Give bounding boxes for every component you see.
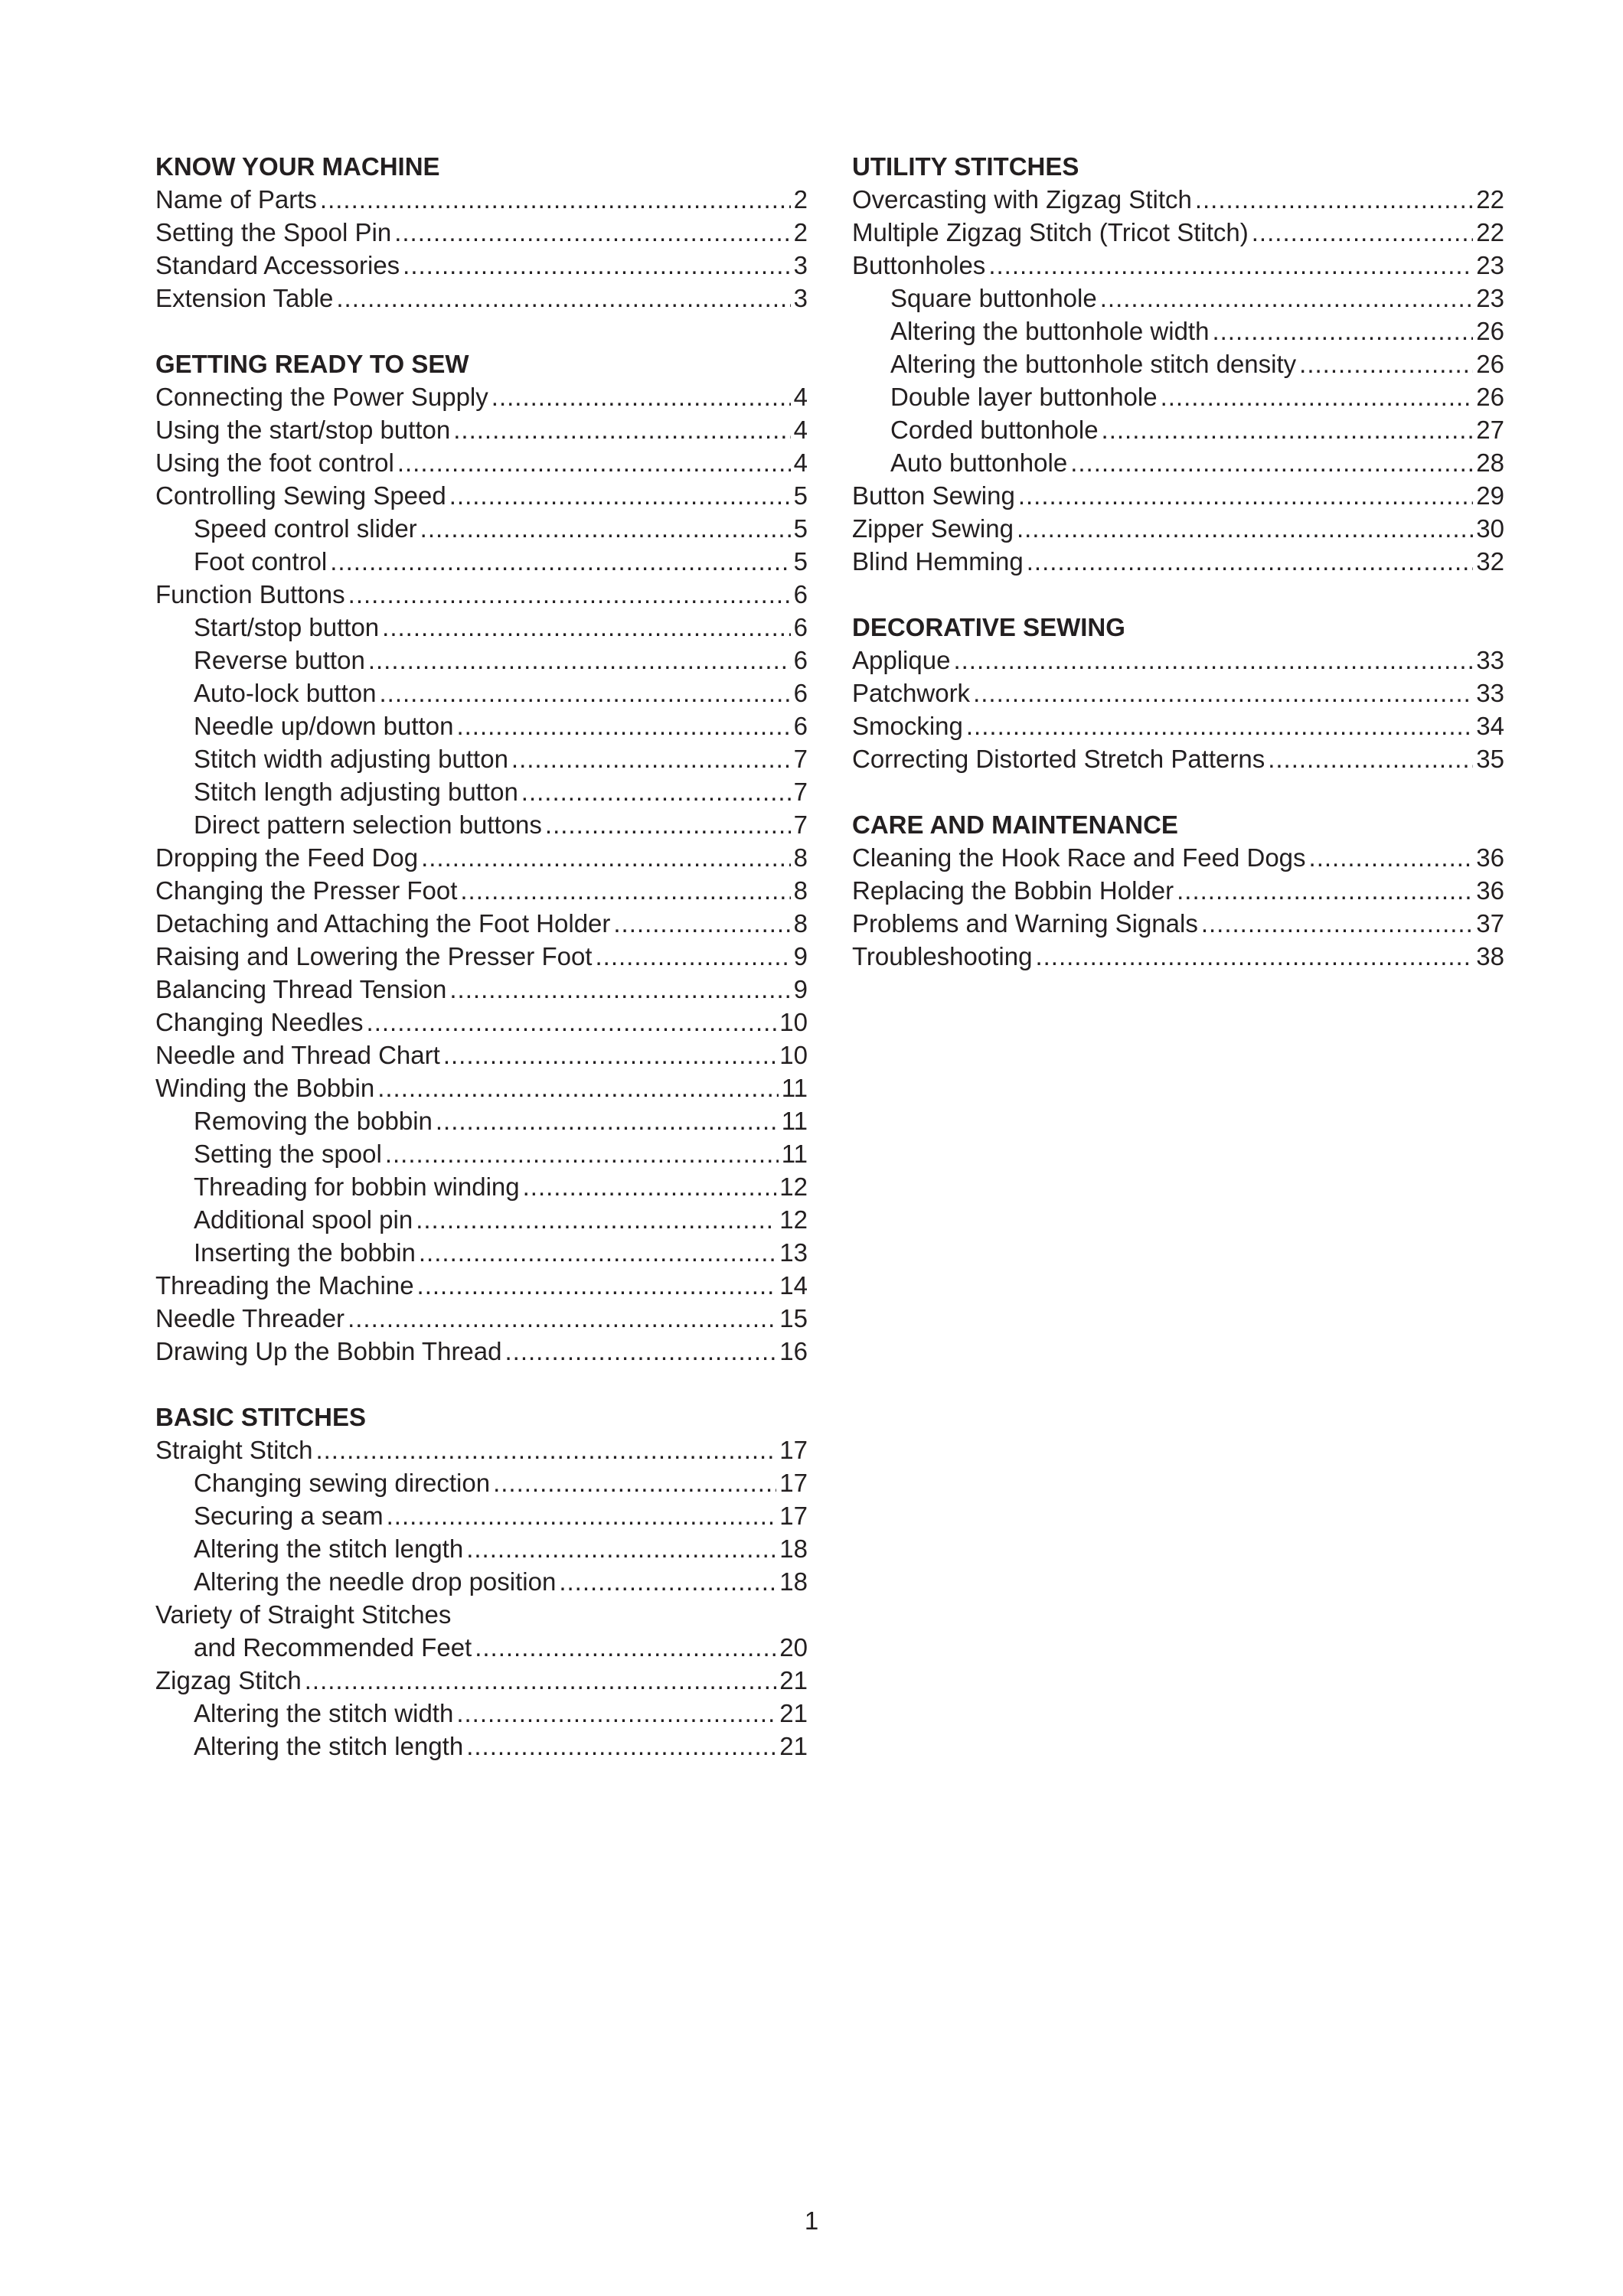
- toc-entry-title: Using the start/stop button: [155, 416, 451, 444]
- dot-leader: [449, 479, 791, 512]
- dot-leader: [443, 1039, 776, 1071]
- toc-entry: [155, 1598, 808, 1631]
- dot-leader: [382, 611, 790, 644]
- toc-entry-page-number: 9: [793, 942, 808, 970]
- toc-entry-page-number: 2: [793, 218, 808, 246]
- dot-leader: [511, 742, 791, 775]
- toc-entry: [155, 1664, 808, 1697]
- toc-entry: [155, 742, 808, 775]
- section-heading: DECORATIVE SEWING: [852, 613, 1125, 641]
- toc-entry: [155, 1697, 808, 1730]
- dot-leader: [397, 446, 791, 479]
- dot-leader: [456, 1697, 776, 1730]
- toc-entry-title: Correcting Distorted Stretch Patterns: [852, 745, 1265, 773]
- toc-entry-page-number: 18: [779, 1567, 808, 1596]
- toc-entry-title: Changing the Presser Foot: [155, 876, 458, 905]
- toc-entry: [155, 1335, 808, 1368]
- toc-entry-title: Start/stop button: [194, 613, 380, 641]
- toc-entry-title: Winding the Bobbin: [155, 1074, 375, 1102]
- dot-leader: [953, 644, 1473, 677]
- toc-entry-page-number: 11: [781, 1107, 808, 1135]
- dot-leader: [1252, 216, 1474, 249]
- toc-entry-title: Patchwork: [852, 679, 971, 707]
- toc-entry-title: Square buttonhole: [890, 284, 1097, 312]
- toc-entry: [155, 282, 808, 315]
- dot-leader: [493, 1466, 776, 1499]
- toc-entry-title: Stitch width adjusting button: [194, 745, 508, 773]
- dot-leader: [1100, 282, 1474, 315]
- toc-entry: [852, 347, 1504, 380]
- toc-entry: [155, 1203, 808, 1236]
- dot-leader: [1161, 380, 1474, 413]
- toc-entry-page-number: 26: [1476, 383, 1504, 411]
- dot-leader: [348, 1302, 776, 1335]
- toc-entry-page-number: 28: [1476, 448, 1504, 477]
- toc-entry-page-number: 17: [779, 1436, 808, 1464]
- toc-entry-title: Drawing Up the Bobbin Thread: [155, 1337, 502, 1365]
- toc-entry: [852, 841, 1504, 874]
- toc-entry-title: Setting the Spool Pin: [155, 218, 392, 246]
- toc-entry-page-number: 16: [779, 1337, 808, 1365]
- toc-entry: [155, 808, 808, 841]
- toc-entry-page-number: 34: [1476, 712, 1504, 740]
- toc-entry-title: Cleaning the Hook Race and Feed Dogs: [852, 843, 1306, 872]
- toc-entry-page-number: 22: [1476, 185, 1504, 214]
- dot-leader: [420, 512, 791, 545]
- toc-entry: [155, 1236, 808, 1269]
- toc-entry: [852, 216, 1504, 249]
- dot-leader: [523, 1170, 777, 1203]
- dot-leader: [988, 249, 1473, 282]
- toc-section-utility-stitches: [852, 150, 1504, 578]
- toc-entry-page-number: 8: [793, 909, 808, 938]
- toc-entry-title: Smocking: [852, 712, 963, 740]
- toc-entry-title: Overcasting with Zigzag Stitch: [852, 185, 1192, 214]
- toc-entry-title: Function Buttons: [155, 580, 345, 608]
- toc-entry: [155, 1039, 808, 1071]
- dot-leader: [419, 1236, 776, 1269]
- toc-entry-title: Double layer buttonhole: [890, 383, 1158, 411]
- toc-section-care-and-maintenance: [852, 808, 1504, 973]
- toc-entry: [155, 1137, 808, 1170]
- section-heading: BASIC STITCHES: [155, 1403, 367, 1431]
- dot-leader: [1177, 874, 1473, 907]
- toc-entry-title: Problems and Warning Signals: [852, 909, 1198, 938]
- dot-leader: [559, 1565, 776, 1598]
- toc-section-basic-stitches: [155, 1401, 808, 1763]
- toc-entry-page-number: 38: [1476, 942, 1504, 970]
- toc-entry-page-number: 21: [779, 1666, 808, 1694]
- toc-entry-page-number: 12: [779, 1205, 808, 1234]
- toc-entry-page-number: 6: [793, 580, 808, 608]
- toc-entry: [155, 709, 808, 742]
- toc-entry-title: Threading for bobbin winding: [194, 1172, 520, 1201]
- dot-leader: [315, 1433, 776, 1466]
- toc-entry-title: Name of Parts: [155, 185, 317, 214]
- dot-leader: [521, 775, 791, 808]
- dot-leader: [466, 1532, 776, 1565]
- toc-entry: [155, 874, 808, 907]
- dot-leader: [466, 1730, 776, 1763]
- toc-entry-title: Connecting the Power Supply: [155, 383, 488, 411]
- dot-leader: [966, 709, 1473, 742]
- toc-entry: [852, 709, 1504, 742]
- dot-leader: [505, 1335, 777, 1368]
- dot-leader: [545, 808, 791, 841]
- toc-entry-title: Direct pattern selection buttons: [194, 810, 542, 839]
- section-heading: KNOW YOUR MACHINE: [155, 152, 440, 181]
- toc-entry-page-number: 26: [1476, 317, 1504, 345]
- toc-entry-page-number: 32: [1476, 547, 1504, 576]
- toc-entry-page-number: 8: [793, 843, 808, 872]
- toc-section-getting-ready-to-sew: [155, 347, 808, 1368]
- toc-entry-page-number: 23: [1476, 284, 1504, 312]
- toc-entry-title: Applique: [852, 646, 951, 674]
- toc-entry: [852, 907, 1504, 940]
- dot-leader: [436, 1104, 779, 1137]
- section-heading: GETTING READY TO SEW: [155, 350, 469, 378]
- toc-entry: [852, 644, 1504, 677]
- toc-entry: [852, 940, 1504, 973]
- toc-entry: [155, 249, 808, 282]
- toc-entry-title: Detaching and Attaching the Foot Holder: [155, 909, 611, 938]
- toc-entry-page-number: 8: [793, 876, 808, 905]
- toc-entry: [155, 1006, 808, 1039]
- toc-entry-title: Securing a seam: [194, 1502, 384, 1530]
- toc-entry-page-number: 21: [779, 1732, 808, 1760]
- toc-entry: [852, 446, 1504, 479]
- toc-entry-page-number: 23: [1476, 251, 1504, 279]
- toc-entry-page-number: 37: [1476, 909, 1504, 938]
- toc-entry: [852, 545, 1504, 578]
- toc-entry-title: Foot control: [194, 547, 328, 576]
- toc-entry: [155, 1104, 808, 1137]
- toc-entry-page-number: 36: [1476, 843, 1504, 872]
- toc-entry: [852, 874, 1504, 907]
- dot-leader: [421, 841, 791, 874]
- dot-leader: [1035, 940, 1473, 973]
- dot-leader: [1070, 446, 1473, 479]
- dot-leader: [394, 216, 790, 249]
- dot-leader: [336, 282, 790, 315]
- toc-entry-page-number: 6: [793, 679, 808, 707]
- toc-entry-page-number: 18: [779, 1534, 808, 1563]
- toc-entry-title: Controlling Sewing Speed: [155, 481, 446, 510]
- toc-entry-title: Changing Needles: [155, 1008, 364, 1036]
- toc-entry-title: and Recommended Feet: [194, 1633, 472, 1662]
- toc-entry: [155, 413, 808, 446]
- toc-entry-page-number: 7: [793, 810, 808, 839]
- toc-entry-title: Raising and Lowering the Presser Foot: [155, 942, 593, 970]
- dot-leader: [449, 973, 790, 1006]
- toc-entry-title: Changing sewing direction: [194, 1469, 491, 1497]
- dot-leader: [491, 380, 791, 413]
- dot-leader: [1299, 347, 1473, 380]
- toc-entry-page-number: 6: [793, 646, 808, 674]
- toc-entry-page-number: 10: [779, 1041, 808, 1069]
- toc-entry-page-number: 4: [793, 383, 808, 411]
- toc-entry-page-number: 5: [793, 547, 808, 576]
- toc-entry-page-number: 15: [779, 1304, 808, 1332]
- toc-entry: [155, 1071, 808, 1104]
- toc-entry: [155, 545, 808, 578]
- toc-entry-title: Stitch length adjusting button: [194, 778, 518, 806]
- toc-entry: [852, 742, 1504, 775]
- toc-section-know-your-machine: [155, 150, 808, 315]
- toc-entry-title: Inserting the bobbin: [194, 1238, 416, 1267]
- dot-leader: [1309, 841, 1474, 874]
- toc-entry-page-number: 17: [779, 1469, 808, 1497]
- toc-entry-page-number: 4: [793, 416, 808, 444]
- toc-entry-title: Altering the stitch length: [194, 1732, 464, 1760]
- toc-entry-title: Buttonholes: [852, 251, 986, 279]
- toc-entry-page-number: 5: [793, 481, 808, 510]
- dot-leader: [416, 1203, 776, 1236]
- toc-entry-title: Needle Threader: [155, 1304, 345, 1332]
- toc-entry: [155, 216, 808, 249]
- toc-entry-page-number: 33: [1476, 679, 1504, 707]
- dot-leader: [385, 1137, 779, 1170]
- toc-entry: [852, 413, 1504, 446]
- toc-entry-page-number: 6: [793, 712, 808, 740]
- toc-entry-title: Needle up/down button: [194, 712, 454, 740]
- toc-entry-page-number: 35: [1476, 745, 1504, 773]
- dot-leader: [1018, 479, 1473, 512]
- dot-leader: [368, 644, 791, 677]
- dot-leader: [1027, 545, 1474, 578]
- toc-entry-page-number: 12: [779, 1172, 808, 1201]
- dot-leader: [367, 1006, 777, 1039]
- toc-entry-page-number: 10: [779, 1008, 808, 1036]
- toc-entry: [155, 1631, 808, 1664]
- toc-entry-title: Blind Hemming: [852, 547, 1024, 576]
- toc-entry: [155, 644, 808, 677]
- toc-entry-page-number: 20: [779, 1633, 808, 1662]
- toc-entry-title: Balancing Thread Tension: [155, 975, 447, 1003]
- toc-entry: [155, 907, 808, 940]
- toc-entry: [155, 1730, 808, 1763]
- dot-leader: [403, 249, 790, 282]
- toc-entry-page-number: 17: [779, 1502, 808, 1530]
- toc-entry-page-number: 30: [1476, 514, 1504, 543]
- dot-leader: [613, 907, 790, 940]
- dot-leader: [417, 1269, 777, 1302]
- toc-entry-page-number: 22: [1476, 218, 1504, 246]
- toc-entry: [852, 479, 1504, 512]
- toc-entry-page-number: 11: [781, 1140, 808, 1168]
- toc-entry-title: Corded buttonhole: [890, 416, 1099, 444]
- toc-entry: [155, 1433, 808, 1466]
- toc-entry-title: Zipper Sewing: [852, 514, 1014, 543]
- section-heading: CARE AND MAINTENANCE: [852, 810, 1178, 839]
- dot-leader: [475, 1631, 776, 1664]
- toc-entry: [155, 479, 808, 512]
- toc-entry-title: Dropping the Feed Dog: [155, 843, 419, 872]
- dot-leader: [1268, 742, 1473, 775]
- toc-entry-title: Variety of Straight Stitches: [155, 1600, 452, 1629]
- toc-entry-title: Additional spool pin: [194, 1205, 413, 1234]
- toc-entry: [852, 282, 1504, 315]
- toc-entry: [155, 380, 808, 413]
- toc-entry: [852, 380, 1504, 413]
- toc-entry: [155, 1269, 808, 1302]
- toc-entry: [852, 183, 1504, 216]
- toc-entry: [155, 677, 808, 709]
- dot-leader: [305, 1664, 777, 1697]
- toc-entry: [155, 512, 808, 545]
- toc-entry-page-number: 13: [779, 1238, 808, 1267]
- toc-entry-page-number: 33: [1476, 646, 1504, 674]
- toc-entry-title: Needle and Thread Chart: [155, 1041, 440, 1069]
- toc-entry-title: Altering the needle drop position: [194, 1567, 557, 1596]
- toc-entry-title: Altering the stitch length: [194, 1534, 464, 1563]
- toc-entry-title: Reverse button: [194, 646, 365, 674]
- toc-entry-page-number: 14: [779, 1271, 808, 1300]
- toc-entry-title: Altering the buttonhole width: [890, 317, 1210, 345]
- dot-leader: [973, 677, 1473, 709]
- toc-entry: [155, 775, 808, 808]
- toc-entry: [155, 578, 808, 611]
- toc-entry: [852, 677, 1504, 709]
- toc-entry-page-number: 27: [1476, 416, 1504, 444]
- dot-leader: [1102, 413, 1474, 446]
- toc-entry: [155, 183, 808, 216]
- toc-entry-title: Zigzag Stitch: [155, 1666, 302, 1694]
- toc-entry: [155, 1532, 808, 1565]
- toc-entry: [852, 512, 1504, 545]
- toc-entry-page-number: 3: [793, 284, 808, 312]
- toc-entry-title: Button Sewing: [852, 481, 1015, 510]
- toc-entry-title: Altering the buttonhole stitch density: [890, 350, 1297, 378]
- dot-leader: [330, 545, 790, 578]
- toc-entry: [155, 611, 808, 644]
- dot-leader: [460, 874, 790, 907]
- toc-entry-page-number: 5: [793, 514, 808, 543]
- dot-leader: [1212, 315, 1473, 347]
- toc-entry-page-number: 9: [793, 975, 808, 1003]
- toc-entry: [852, 249, 1504, 282]
- toc-left-column: [155, 150, 808, 1795]
- dot-leader: [1017, 512, 1473, 545]
- toc-entry: [155, 1302, 808, 1335]
- toc-entry-title: Multiple Zigzag Stitch (Tricot Stitch): [852, 218, 1249, 246]
- toc-entry: [155, 973, 808, 1006]
- toc-entry-title: Removing the bobbin: [194, 1107, 433, 1135]
- toc-entry: [155, 446, 808, 479]
- toc-entry-page-number: 29: [1476, 481, 1504, 510]
- dot-leader: [348, 578, 791, 611]
- toc-entry-page-number: 2: [793, 185, 808, 214]
- toc-entry-title: Standard Accessories: [155, 251, 400, 279]
- dot-leader: [1201, 907, 1473, 940]
- toc-section-decorative-sewing: [852, 611, 1504, 775]
- toc-entry-page-number: 7: [793, 778, 808, 806]
- dot-leader: [379, 677, 790, 709]
- toc-right-column: [852, 150, 1504, 1006]
- toc-entry-page-number: 11: [781, 1074, 808, 1102]
- toc-entry-page-number: 3: [793, 251, 808, 279]
- page-number: 1: [804, 2206, 819, 2235]
- toc-entry-title: Using the foot control: [155, 448, 394, 477]
- toc-entry-title: Threading the Machine: [155, 1271, 414, 1300]
- toc-entry-page-number: 21: [779, 1699, 808, 1727]
- toc-entry: [155, 1565, 808, 1598]
- dot-leader: [453, 413, 790, 446]
- toc-entry: [155, 1466, 808, 1499]
- dot-leader: [320, 183, 791, 216]
- toc-entry-page-number: 26: [1476, 350, 1504, 378]
- section-heading: UTILITY STITCHES: [852, 152, 1079, 181]
- toc-entry-page-number: 36: [1476, 876, 1504, 905]
- toc-entry-page-number: 6: [793, 613, 808, 641]
- toc-entry-title: Auto-lock button: [194, 679, 377, 707]
- toc-entry: [852, 315, 1504, 347]
- toc-entry: [155, 1170, 808, 1203]
- toc-entry-title: Extension Table: [155, 284, 334, 312]
- toc-entry: [155, 1499, 808, 1532]
- toc-entry: [155, 841, 808, 874]
- toc-entry-title: Troubleshooting: [852, 942, 1033, 970]
- toc-entry-title: Setting the spool: [194, 1140, 382, 1168]
- toc-entry-page-number: 4: [793, 448, 808, 477]
- dot-leader: [456, 709, 790, 742]
- dot-leader: [1195, 183, 1473, 216]
- toc-entry-title: Straight Stitch: [155, 1436, 313, 1464]
- toc-entry-page-number: 7: [793, 745, 808, 773]
- dot-leader: [377, 1071, 779, 1104]
- toc-entry-title: Altering the stitch width: [194, 1699, 454, 1727]
- dot-leader: [595, 940, 790, 973]
- toc-entry-title: Speed control slider: [194, 514, 417, 543]
- dot-leader: [387, 1499, 777, 1532]
- toc-entry-title: Auto buttonhole: [890, 448, 1068, 477]
- toc-entry: [155, 940, 808, 973]
- toc-entry-title: Replacing the Bobbin Holder: [852, 876, 1174, 905]
